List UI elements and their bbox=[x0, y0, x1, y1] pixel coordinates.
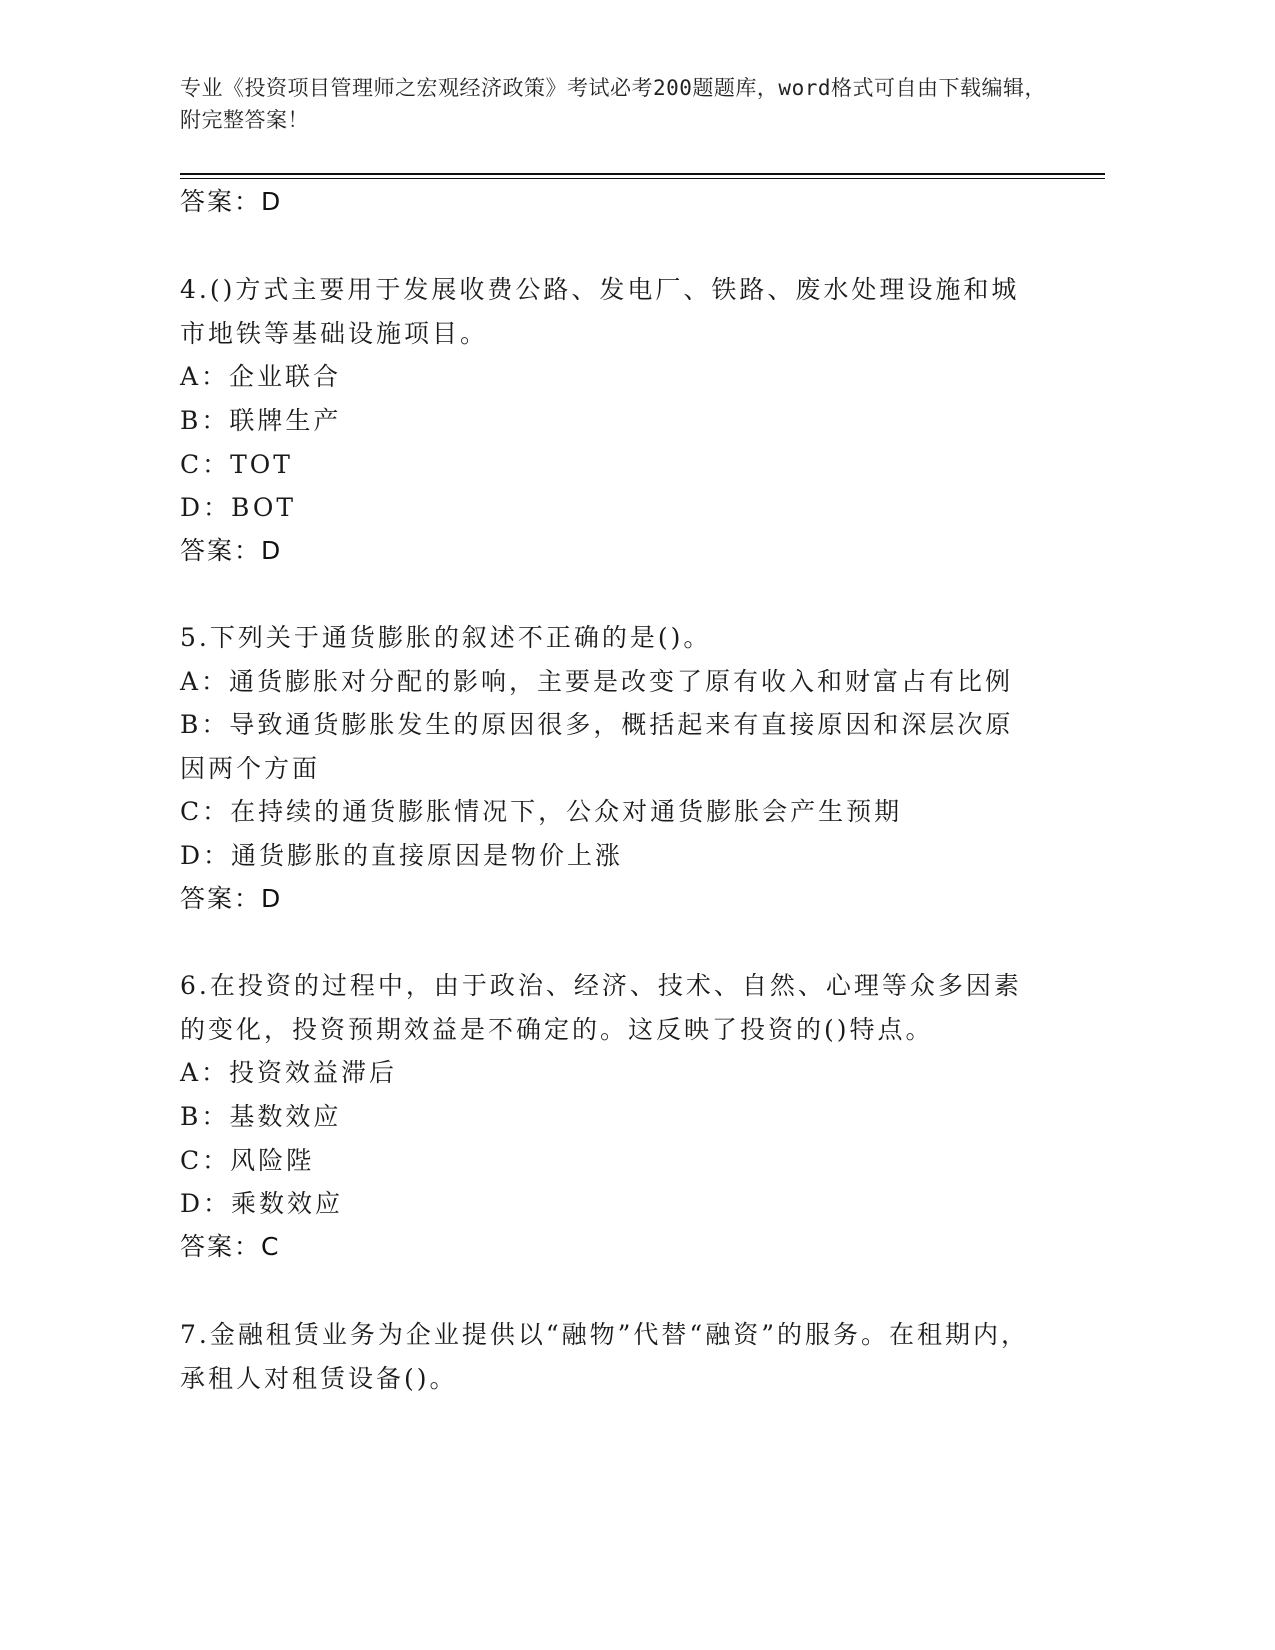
answer-q5: 答案：D bbox=[180, 884, 283, 913]
answer-q4: 答案：D bbox=[180, 536, 283, 565]
document-header: 专业《投资项目管理师之宏观经济政策》考试必考200题题库，word格式可自由下载编辑，附完整答案！ bbox=[180, 76, 1046, 132]
answer-q3: 答案：D bbox=[180, 187, 283, 216]
question-4-option-b: B：联牌生产 bbox=[180, 406, 342, 435]
question-6-option-d: D：乘数效应 bbox=[180, 1189, 344, 1218]
question-6-option-a: A：投资效益滞后 bbox=[180, 1058, 398, 1087]
header-divider-thin bbox=[180, 178, 1105, 179]
question-4-option-a: A：企业联合 bbox=[180, 362, 342, 391]
question-4-option-d: D：BOT bbox=[180, 493, 297, 522]
question-6-stem: 6.在投资的过程中，由于政治、经济、技术、自然、心理等众多因素的变化，投资预期效益是不确定的。这反映了投资的()特点。 bbox=[180, 971, 1022, 1044]
question-5-option-b: B：导致通货膨胀发生的原因很多，概括起来有直接原因和深层次原因两个方面 bbox=[180, 710, 1014, 783]
question-5-option-c: C：在持续的通货膨胀情况下，公众对通货膨胀会产生预期 bbox=[180, 797, 903, 826]
question-5-stem: 5.下列关于通货膨胀的叙述不正确的是()。 bbox=[180, 623, 712, 652]
answer-q6: 答案：C bbox=[180, 1232, 281, 1261]
question-4-stem: 4.()方式主要用于发展收费公路、发电厂、铁路、废水处理设施和城市地铁等基础设施项目。 bbox=[180, 275, 1020, 348]
header-divider-thick bbox=[180, 173, 1105, 175]
question-5-option-d: D：通货膨胀的直接原因是物价上涨 bbox=[180, 841, 624, 870]
question-4-option-c: C：TOT bbox=[180, 450, 293, 479]
question-6-option-b: B：基数效应 bbox=[180, 1102, 342, 1131]
question-7-stem: 7.金融租赁业务为企业提供以“融物”代替“融资”的服务。在租期内，承租人对租赁设备()。 bbox=[180, 1320, 1029, 1393]
question-5-option-a: A：通货膨胀对分配的影响，主要是改变了原有收入和财富占有比例 bbox=[180, 667, 1014, 696]
question-6-option-c: C：风险陛 bbox=[180, 1146, 315, 1175]
